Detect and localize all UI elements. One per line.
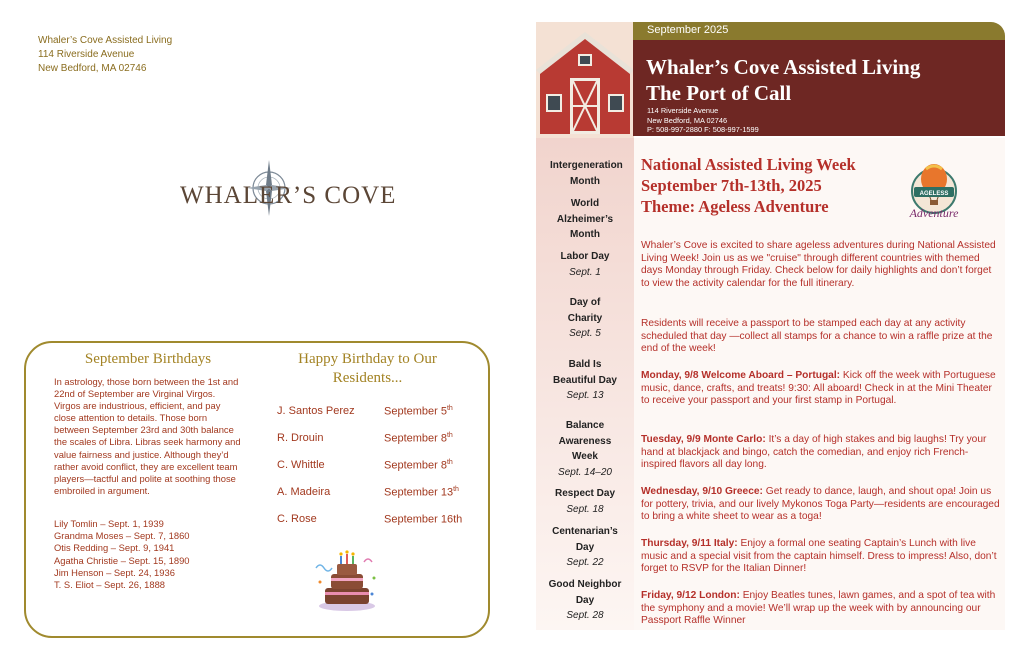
list-item (277, 459, 477, 486)
title-line: Whaler’s Cove Assisted Living (646, 55, 921, 79)
barn-illustration (536, 22, 634, 138)
day-label: Wednesday, 9/10 Greece: (641, 486, 763, 497)
logo-text: WHALER’S COVE (180, 182, 397, 209)
day-text: Enjoy a formal one seating Captain’s Lunch with live music and a special visit from the captain himself. Dress to impress! Also, don’t forget to RSVP for the Italian Dinner! (641, 538, 997, 575)
return-address-line: 114 Riverside Avenue (38, 49, 135, 60)
day-label: Tuesday, 9/9 Monte Carlo: (641, 434, 766, 445)
article-heading (641, 154, 856, 217)
day-text: Kick off the week with Portuguese music, dance, crafts, and treats! 9:30: All aboard! Check in at the Mini Theater to receive your passport and your first stamp in Portugal. (641, 370, 996, 407)
day-paragraph (641, 434, 1001, 472)
sidebar-item-date: Sept. 1 (569, 266, 601, 278)
birthday-cake-icon (312, 548, 382, 614)
list-item (277, 513, 477, 540)
whalers-cove-logo (178, 158, 397, 248)
sidebar-item-title: Centenarian’s Day (552, 526, 618, 553)
heading-line: National Assisted Living Week (641, 155, 856, 174)
resident-date: September 16th (384, 513, 463, 526)
list-item: Lily Tomlin – Sept. 1, 1939 (54, 518, 164, 529)
heading-line: Theme: Ageless Adventure (641, 197, 829, 216)
passport-paragraph: Residents will receive a passport to be stamped each day at any activity scheduled that day —collect all stamps for a chance to win a raffle prize at the end of the week! (641, 318, 993, 355)
resident-date: September 8th (384, 432, 453, 445)
day-text: Get ready to dance, laugh, and shout opa! Join us for pottery, trivia, and our lively Mykonos Toga Party—residents are encouraged to bring a white sheet to wear as a toga! (641, 486, 1000, 523)
sidebar-item-date: Sept. 22 (566, 557, 604, 568)
intro-paragraph: Whaler’s Cove is excited to share ageless adventures during National Assisted Living Week! Join us as we "cruise" through different countries with themed days Monday through Friday. Check below for daily highlights and don’t forget to view the activity calendar for the full itinerary. (641, 240, 996, 289)
day-paragraph (641, 590, 1001, 628)
resident-date: September 13th (384, 486, 459, 499)
newsletter-title (646, 54, 920, 106)
heading-line: September 7th-13th, 2025 (641, 176, 822, 195)
ageless-adventure-balloon-icon (898, 155, 970, 225)
residents-list (277, 405, 477, 540)
list-item: Jim Henson – Sept. 24, 1936 (54, 566, 175, 578)
list-item: Grandma Moses – Sept. 7, 1860 (54, 530, 190, 542)
sidebar-item-date: Sept. 28 (566, 610, 604, 621)
day-text: It’s a day of high stakes and big laughs! Try your hand at blackjack and bingo, catch the comedian, and enjoy rich French-inspired flavors all day long. (641, 434, 987, 471)
issue-tab (633, 22, 1005, 40)
residents-title: Happy Birthday to Our Residents... (298, 351, 437, 386)
resident-date: September 5th (384, 405, 453, 418)
sidebar-item (536, 486, 634, 517)
day-paragraph (641, 486, 1001, 524)
resident-name: A. Madeira (277, 486, 331, 498)
badge-top-text: AGELESS (919, 191, 949, 197)
day-label: Thursday, 9/11 Italy: (641, 538, 738, 549)
list-item (277, 405, 477, 432)
issue-date: September 2025 (647, 24, 729, 36)
day-label: Monday, 9/8 Welcome Aboard – Portugal: (641, 370, 841, 381)
return-address-line: New Bedford, MA 02746 (38, 63, 147, 74)
birthdays-title: September Birthdays (84, 351, 212, 367)
sidebar-item-title: World Alzheimer’s Month (556, 198, 614, 240)
sidebar-item-title: Intergeneration Month (550, 160, 623, 187)
address-line: 114 Riverside Avenue (647, 106, 719, 115)
badge-bottom-text: Adventure (909, 206, 959, 220)
day-paragraph (641, 538, 1001, 576)
sidebar-item (536, 196, 634, 243)
resident-name: R. Drouin (277, 432, 324, 444)
day-label: Friday, 9/12 London: (641, 590, 740, 601)
resident-name: C. Rose (277, 513, 317, 525)
sidebar-item-title: Balance Awareness Week (558, 420, 612, 462)
sidebar-item-title: Good Neighbor Day (548, 579, 622, 606)
list-item (277, 432, 477, 459)
barn-icon (536, 22, 634, 138)
list-item: Otis Redding – Sept. 9, 1941 (54, 542, 175, 554)
return-address (38, 34, 172, 76)
resident-name: C. Whittle (277, 459, 325, 471)
birthdays-intro: In astrology, those born between the 1st and 22nd of September are Virginal Virgos. Virgos are industrious, efficient, and pay close attention to details. Those born between September 23rd and 30th balance the scales of Libra. Libras seek harmony and value fairness and justice. Although they’d rather avoid conflict, they are excellent team players—tactful and polite at soothing those embroiled in argument. (54, 376, 241, 496)
sidebar-item-date: Sept. 13 (566, 390, 604, 401)
sidebar-item (536, 295, 634, 342)
header-address (647, 106, 759, 135)
day-text: Enjoy Beatles tunes, lawn games, and a spot of tea with the symphony and a movie! We’ll wrap up the week with by announcing our Passport Raffle Winner (641, 590, 996, 627)
sidebar-item (536, 418, 634, 480)
list-item: T. S. Eliot – Sept. 26, 1888 (54, 579, 166, 591)
sidebar-item (536, 249, 634, 280)
sidebar-item-title: Labor Day (560, 251, 610, 262)
sidebar-item-title: Day of Charity (567, 297, 603, 324)
sidebar-item (536, 357, 634, 404)
resident-date: September 8th (384, 459, 453, 472)
famous-birthdays-list (54, 518, 190, 591)
sidebar-item (536, 158, 634, 189)
address-line: New Bedford, MA 02746 (647, 115, 728, 125)
day-paragraph (641, 370, 1001, 408)
list-item (277, 486, 477, 513)
sidebar-item-title: Bald Is Beautiful Day (553, 359, 617, 386)
resident-name: J. Santos Perez (277, 405, 355, 417)
address-line: P: 508-997-2880 F: 508-997-1599 (647, 125, 759, 134)
return-address-line: Whaler’s Cove Assisted Living (38, 35, 173, 46)
sidebar-item (536, 577, 634, 624)
sidebar-item-date: Sept. 5 (569, 328, 601, 339)
list-item: Agatha Christie – Sept. 15, 1890 (54, 554, 190, 566)
sidebar-item-date: Sept. 18 (566, 503, 604, 515)
sidebar-item-title: Respect Day (554, 488, 616, 499)
title-line: The Port of Call (646, 81, 792, 105)
sidebar-item (536, 524, 634, 571)
sidebar-item-date: Sept. 14–20 (558, 466, 612, 478)
